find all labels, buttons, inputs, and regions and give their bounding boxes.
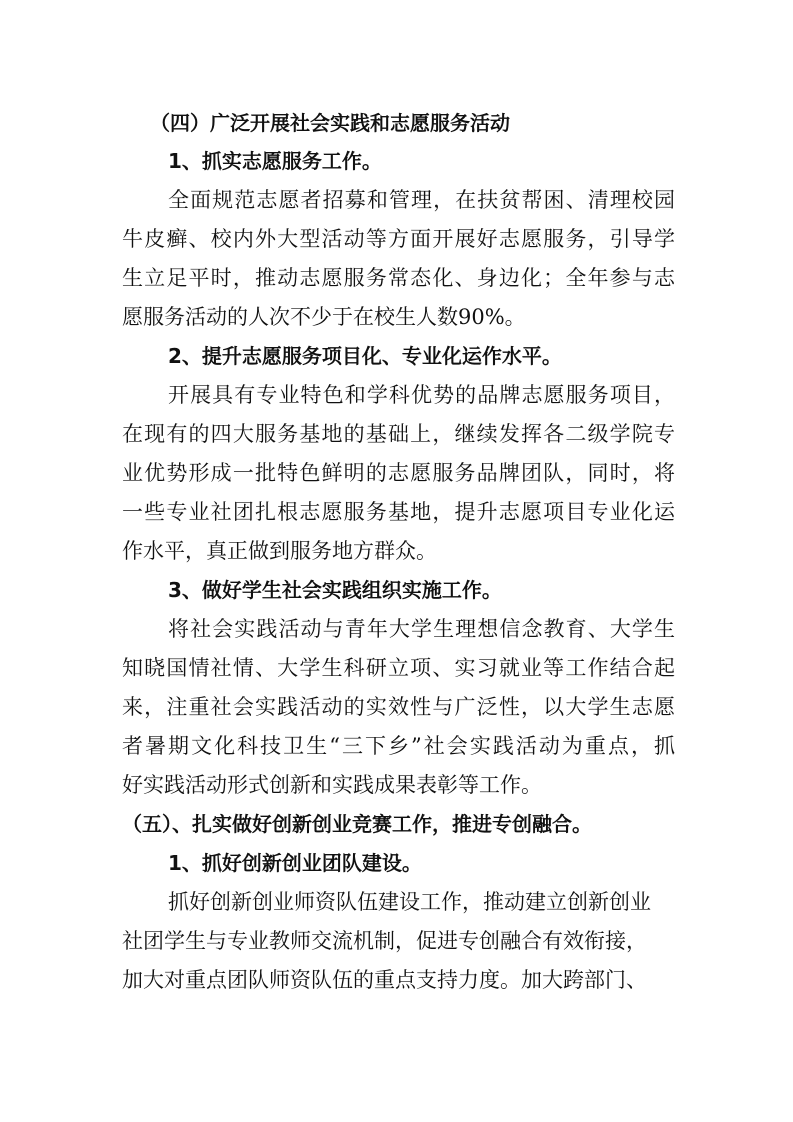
- paragraph-line: 业优势形成一批特色鲜明的志愿服务品牌团队，同时，将: [122, 461, 675, 485]
- subsection-5-1-heading: 1、抓好创新创业团队建设。: [168, 851, 422, 875]
- paragraph-line: 开展具有专业特色和学科优势的品牌志愿服务项目，: [168, 383, 675, 407]
- subsection-4-1-heading: 1、抓实志愿服务工作。: [168, 149, 382, 173]
- paragraph-line: 在现有的四大服务基地的基础上，继续发挥各二级学院专: [122, 422, 675, 446]
- paragraph-line: 一些专业社团扎根志愿服务基地，提升志愿项目专业化运: [122, 500, 675, 524]
- paragraph-line: 将社会实践活动与青年大学生理想信念教育、大学生: [168, 617, 675, 641]
- paragraph-line: 抓好创新创业师资队伍建设工作，推动建立创新创业: [168, 890, 651, 914]
- paragraph-line: 社团学生与专业教师交流机制，促进专创融合有效衔接，: [122, 929, 647, 953]
- paragraph-line: 生立足平时，推动志愿服务常态化、身边化；全年参与志: [122, 266, 675, 290]
- paragraph-line: 知晓国情社情、大学生科研立项、实习就业等工作结合起: [122, 656, 675, 680]
- subsection-4-2-heading: 2、提升志愿服务项目化、专业化运作水平。: [168, 344, 562, 368]
- section-5-heading: （五）、扎实做好创新创业竞赛工作，推进专创融合。: [122, 812, 592, 836]
- paragraph-line: 来，注重社会实践活动的实效性与广泛性，以大学生志愿: [122, 695, 675, 719]
- paragraph-line: 者暑期文化科技卫生“三下乡”社会实践活动为重点，抓: [122, 734, 675, 758]
- subsection-4-3-heading: 3、做好学生社会实践组织实施工作。: [168, 578, 502, 602]
- section-4-heading: （四）广泛开展社会实践和志愿服务活动: [150, 111, 510, 135]
- paragraph-line: 牛皮癣、校内外大型活动等方面开展好志愿服务，引导学: [122, 227, 675, 251]
- paragraph-line: 加大对重点团队师资队伍的重点支持力度。加大跨部门、: [122, 968, 647, 992]
- paragraph-line: 愿服务活动的人次不少于在校生人数90%。: [122, 305, 526, 329]
- paragraph-line: 作水平，真正做到服务地方群众。: [122, 539, 437, 563]
- paragraph-line: 好实践活动形式创新和实践成果表彰等工作。: [122, 773, 542, 797]
- paragraph-line: 全面规范志愿者招募和管理，在扶贫帮困、清理校园: [168, 188, 675, 212]
